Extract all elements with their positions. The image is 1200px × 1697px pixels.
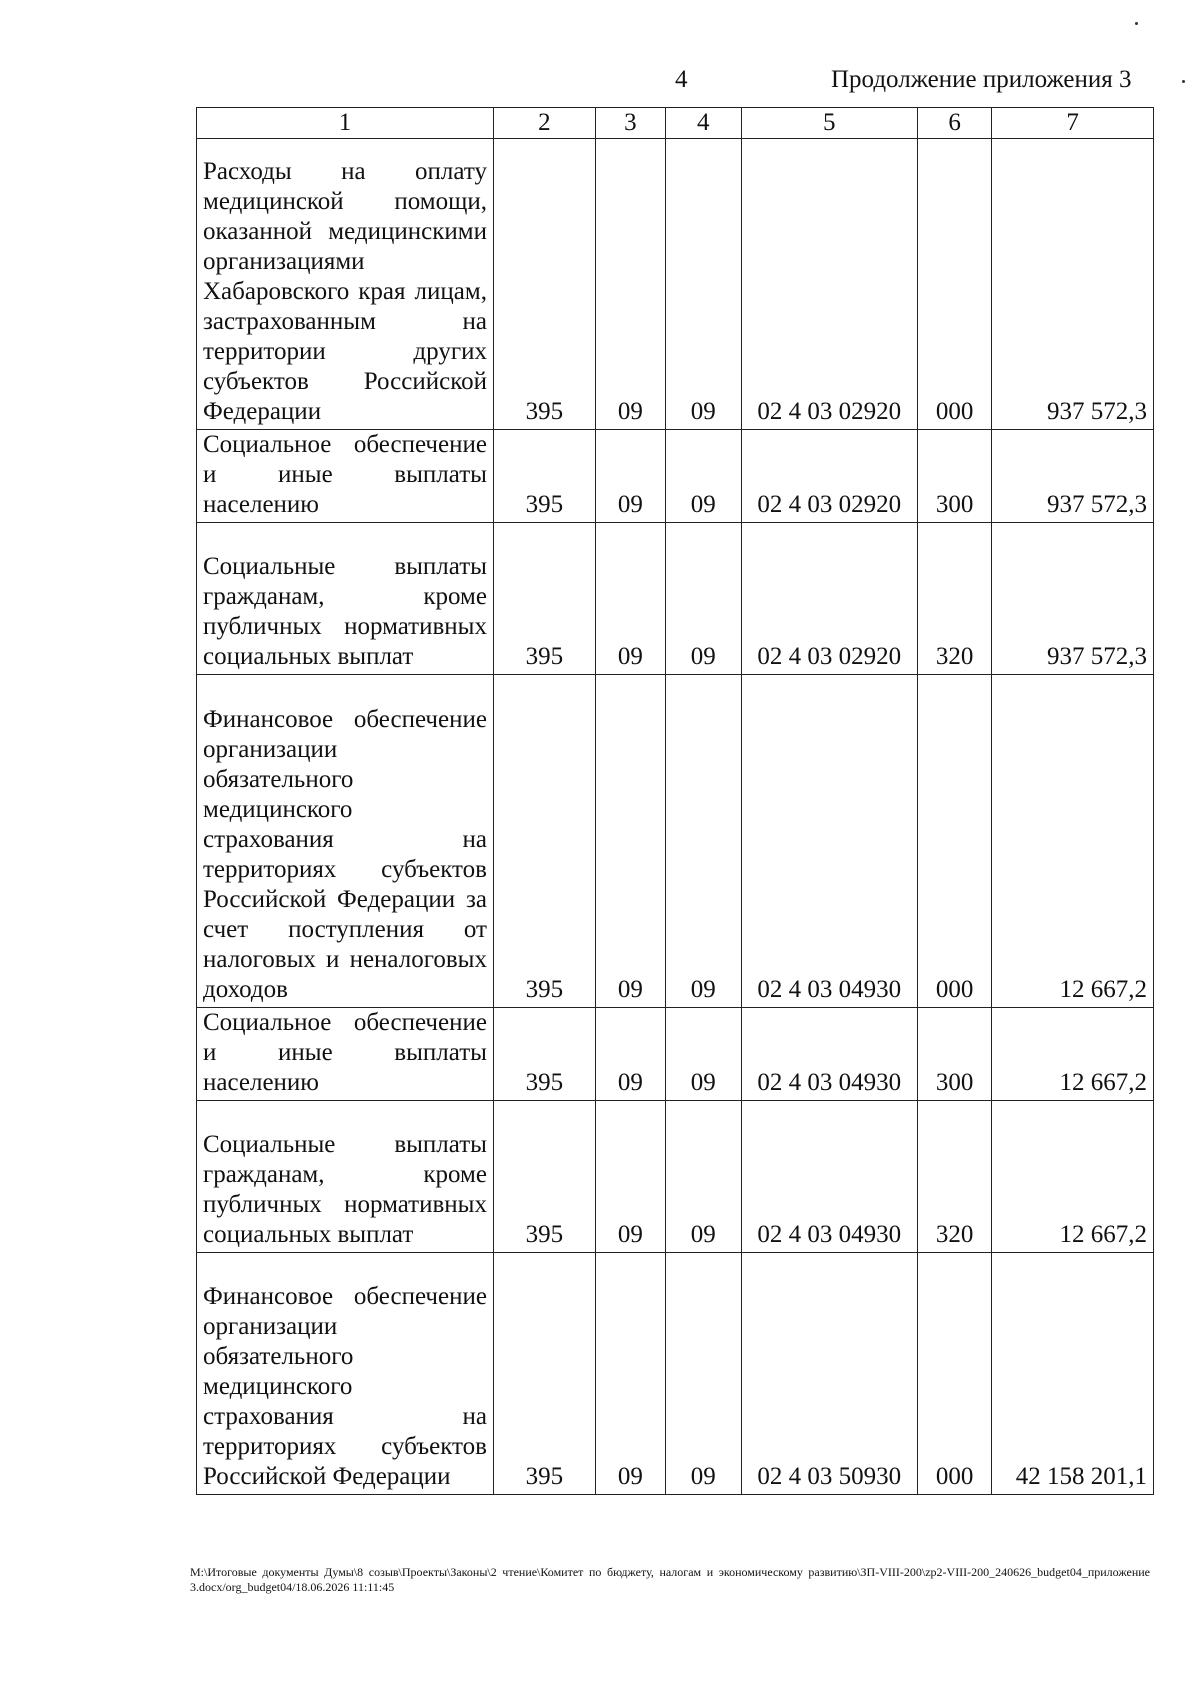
- cell-amount: 937 572,3: [992, 523, 1154, 675]
- cell-admin-code: 395: [493, 1101, 595, 1253]
- row-name: Социальные выплаты гражданам, кроме публичных нормативных социальных выплат: [197, 523, 494, 675]
- cell-expense-type: 320: [917, 523, 992, 675]
- table-row: [197, 1101, 1154, 1253]
- cell-admin-code: 395: [493, 1253, 595, 1495]
- column-header: 2: [493, 108, 595, 139]
- cell-section: 09: [595, 1253, 665, 1495]
- page-number: 4: [675, 66, 688, 93]
- cell-admin-code: 395: [493, 430, 595, 523]
- table-row: [197, 523, 1154, 675]
- cell-expense-type: 000: [917, 139, 992, 430]
- cell-subsection: 09: [666, 523, 742, 675]
- column-header: 4: [666, 108, 742, 139]
- cell-target-article: 02 4 03 02920: [741, 523, 917, 675]
- budget-table: [196, 107, 1154, 1495]
- cell-expense-type: 320: [917, 1101, 992, 1253]
- table-row: [197, 430, 1154, 523]
- cell-subsection: 09: [666, 675, 742, 1008]
- cell-target-article: 02 4 03 04930: [741, 675, 917, 1008]
- cell-target-article: 02 4 03 02920: [741, 139, 917, 430]
- table-row: [197, 1008, 1154, 1101]
- cell-amount: 12 667,2: [992, 675, 1154, 1008]
- column-header: 5: [741, 108, 917, 139]
- row-name: Социальное обеспечение и иные выплаты населению: [197, 1008, 494, 1101]
- column-header: 3: [595, 108, 665, 139]
- cell-admin-code: 395: [493, 523, 595, 675]
- column-header: 6: [917, 108, 992, 139]
- row-name: Финансовое обеспечение организации обязательного медицинского страхования на территориях субъектов Российской Федерации: [197, 1253, 494, 1495]
- column-header: 7: [992, 108, 1154, 139]
- cell-section: 09: [595, 430, 665, 523]
- cell-admin-code: 395: [493, 675, 595, 1008]
- cell-target-article: 02 4 03 50930: [741, 1253, 917, 1495]
- scan-speck: [1182, 80, 1185, 83]
- cell-section: 09: [595, 675, 665, 1008]
- cell-section: 09: [595, 1008, 665, 1101]
- cell-subsection: 09: [666, 1008, 742, 1101]
- row-name: Расходы на оплату медицинской помощи, оказанной медицинскими организациями Хабаровского края лицам, застрахованным на территории других субъектов Российской Федерации: [197, 139, 494, 430]
- table-header-row: [197, 108, 1154, 139]
- cell-amount: 12 667,2: [992, 1101, 1154, 1253]
- cell-amount: 12 667,2: [992, 1008, 1154, 1101]
- row-name: Финансовое обеспечение организации обязательного медицинского страхования на территориях субъектов Российской Федерации за счет поступления от налоговых и неналоговых доходов: [197, 675, 494, 1008]
- row-name: Социальные выплаты гражданам, кроме публичных нормативных социальных выплат: [197, 1101, 494, 1253]
- row-name: Социальное обеспечение и иные выплаты населению: [197, 430, 494, 523]
- cell-target-article: 02 4 03 04930: [741, 1008, 917, 1101]
- table-row: [197, 675, 1154, 1008]
- cell-section: 09: [595, 139, 665, 430]
- cell-subsection: 09: [666, 139, 742, 430]
- cell-admin-code: 395: [493, 139, 595, 430]
- cell-subsection: 09: [666, 1253, 742, 1495]
- continuation-title: Продолжение приложения 3: [831, 66, 1132, 93]
- cell-target-article: 02 4 03 02920: [741, 430, 917, 523]
- cell-amount: 42 158 201,1: [992, 1253, 1154, 1495]
- table-row: [197, 1253, 1154, 1495]
- column-header: 1: [197, 108, 494, 139]
- scan-speck: [1135, 22, 1138, 25]
- cell-subsection: 09: [666, 430, 742, 523]
- cell-expense-type: 300: [917, 1008, 992, 1101]
- cell-expense-type: 300: [917, 430, 992, 523]
- footer-file-path: M:\Итоговые документы Думы\8 созыв\Проекты\Законы\2 чтение\Комитет по бюджету, налогам и экономическому развитию\ЗП-VIII-200\zp2-VIII-200_240626_budget04_приложение 3.docx/org_budget04/18.06.2026 11:11:45: [190, 1565, 1150, 1594]
- cell-expense-type: 000: [917, 1253, 992, 1495]
- cell-amount: 937 572,3: [992, 430, 1154, 523]
- table-row: [197, 139, 1154, 430]
- cell-subsection: 09: [666, 1101, 742, 1253]
- cell-target-article: 02 4 03 04930: [741, 1101, 917, 1253]
- cell-section: 09: [595, 1101, 665, 1253]
- cell-expense-type: 000: [917, 675, 992, 1008]
- cell-section: 09: [595, 523, 665, 675]
- cell-amount: 937 572,3: [992, 139, 1154, 430]
- cell-admin-code: 395: [493, 1008, 595, 1101]
